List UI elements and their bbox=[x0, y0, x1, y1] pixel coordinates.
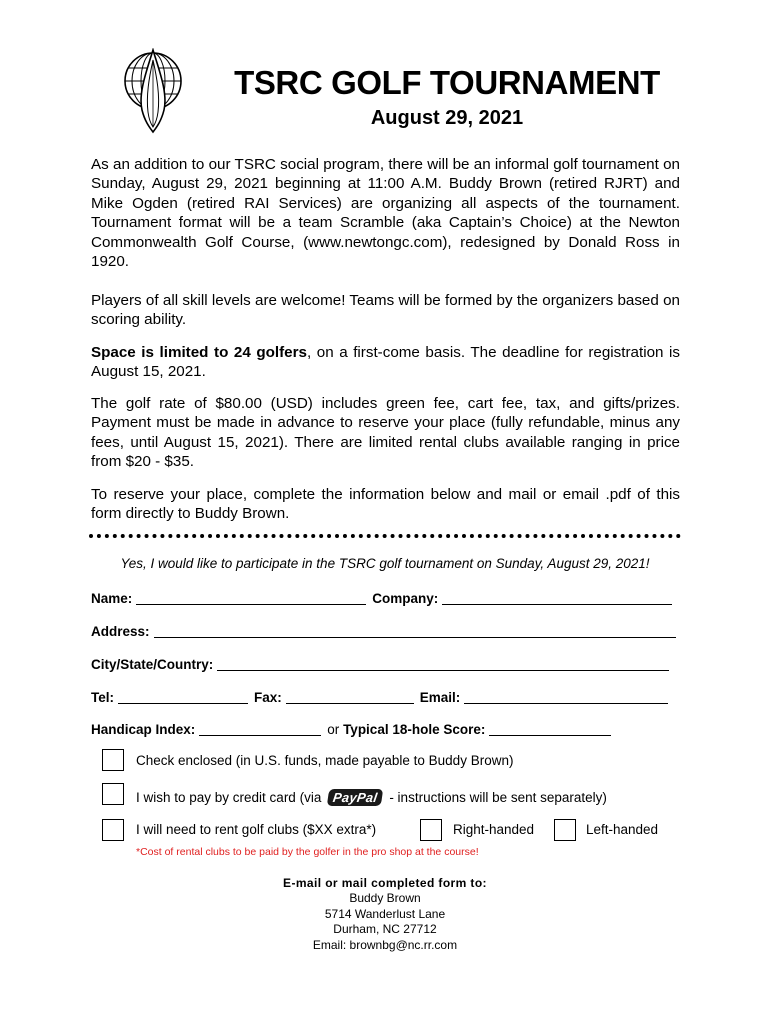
rent-clubs-label: I will need to rent golf clubs ($XX extra*) bbox=[136, 822, 377, 837]
or-label: or bbox=[327, 722, 340, 737]
dotted-divider bbox=[89, 534, 681, 538]
mailing-block bbox=[0, 876, 770, 953]
email-field[interactable] bbox=[464, 689, 668, 704]
space-paragraph bbox=[91, 343, 680, 382]
credit-prefix: I wish to pay by credit card (via bbox=[136, 790, 322, 805]
address-field[interactable] bbox=[154, 623, 676, 638]
contact-row bbox=[91, 689, 691, 705]
credit-suffix: - instructions will be sent separately) bbox=[389, 790, 607, 805]
name-field[interactable] bbox=[136, 590, 366, 605]
check-enclosed-checkbox[interactable] bbox=[102, 749, 124, 771]
deadline-text: , on a first-come basis. The deadline for registration is August 15, 2021. bbox=[91, 344, 680, 381]
address-label: Address: bbox=[91, 624, 150, 639]
city-label: City/State/Country: bbox=[91, 657, 214, 672]
mailing-city: Durham, NC 27712 bbox=[333, 922, 437, 937]
skill-paragraph: Players of all skill levels are welcome! Teams will be formed by the organizers based on scoring ability. bbox=[91, 292, 680, 329]
company-field[interactable] bbox=[442, 590, 672, 605]
handicap-field[interactable] bbox=[199, 721, 321, 736]
city-row bbox=[91, 656, 691, 672]
rental-note: *Cost of rental clubs to be paid by the golfer in the pro shop at the course! bbox=[136, 846, 479, 858]
fax-field[interactable] bbox=[286, 689, 414, 704]
event-date: August 29, 2021 bbox=[370, 107, 524, 129]
city-field[interactable] bbox=[217, 656, 669, 671]
intro-paragraph: As an addition to our TSRC social program, there will be an informal golf tournament on Sunday, August 29, 2021 beginning at 11:00 A.M. Buddy Brown (retired RJRT) and Mike Ogden (retired RAI Services) are organizing all aspects of the tournament. Tournament format will be a team Scramble (aka Captain’s Choice) at the Newton Commonwealth Golf Course, (www.newtongc.com), redesigned by Donald Ross in 1920. bbox=[91, 156, 680, 271]
right-handed-checkbox[interactable] bbox=[420, 819, 442, 841]
tel-field[interactable] bbox=[118, 689, 248, 704]
mailing-name: Buddy Brown bbox=[349, 891, 421, 906]
left-handed-checkbox[interactable] bbox=[554, 819, 576, 841]
credit-card-checkbox[interactable] bbox=[102, 783, 124, 805]
handicap-row bbox=[91, 721, 691, 737]
score-field[interactable] bbox=[489, 721, 611, 736]
company-label: Company: bbox=[372, 591, 439, 606]
email-label: Email: bbox=[419, 690, 461, 705]
left-handed-label: Left-handed bbox=[586, 822, 659, 837]
reserve-paragraph: To reserve your place, complete the information below and mail or email .pdf of this form directly to Buddy Brown. bbox=[91, 486, 680, 523]
rent-clubs-checkbox[interactable] bbox=[102, 819, 124, 841]
handicap-label: Handicap Index: bbox=[91, 722, 196, 737]
score-label: Typical 18-hole Score: bbox=[343, 722, 486, 737]
right-handed-label: Right-handed bbox=[453, 822, 535, 837]
tel-label: Tel: bbox=[91, 690, 114, 705]
participation-statement: Yes, I would like to participate in the TSRC golf tournament on Sunday, August 29, 2021! bbox=[120, 556, 650, 571]
page-title: TSRC GOLF TOURNAMENT bbox=[234, 64, 660, 101]
name-company-row bbox=[91, 590, 691, 606]
space-limit-text: Space is limited to 24 golfers bbox=[91, 344, 307, 361]
name-label: Name: bbox=[91, 591, 133, 606]
mailing-email: Email: brownbg@nc.rr.com bbox=[312, 937, 458, 952]
check-enclosed-label: Check enclosed (in U.S. funds, made payable to Buddy Brown) bbox=[136, 753, 514, 768]
mailing-lead: E-mail or mail completed form to: bbox=[283, 876, 487, 890]
fax-label: Fax: bbox=[254, 690, 282, 705]
credit-card-label bbox=[136, 789, 607, 806]
paypal-logo: PayPal bbox=[327, 789, 384, 806]
mailing-street: 5714 Wanderlust Lane bbox=[324, 906, 446, 921]
address-row bbox=[91, 623, 691, 639]
rate-paragraph: The golf rate of $80.00 (USD) includes green fee, cart fee, tax, and gifts/prizes. Payment must be made in advance to reserve your place (fully refundable, minus any fees, until August 15, 2021). There are limited rental clubs available ranging in price from $20 - $35. bbox=[91, 395, 680, 471]
